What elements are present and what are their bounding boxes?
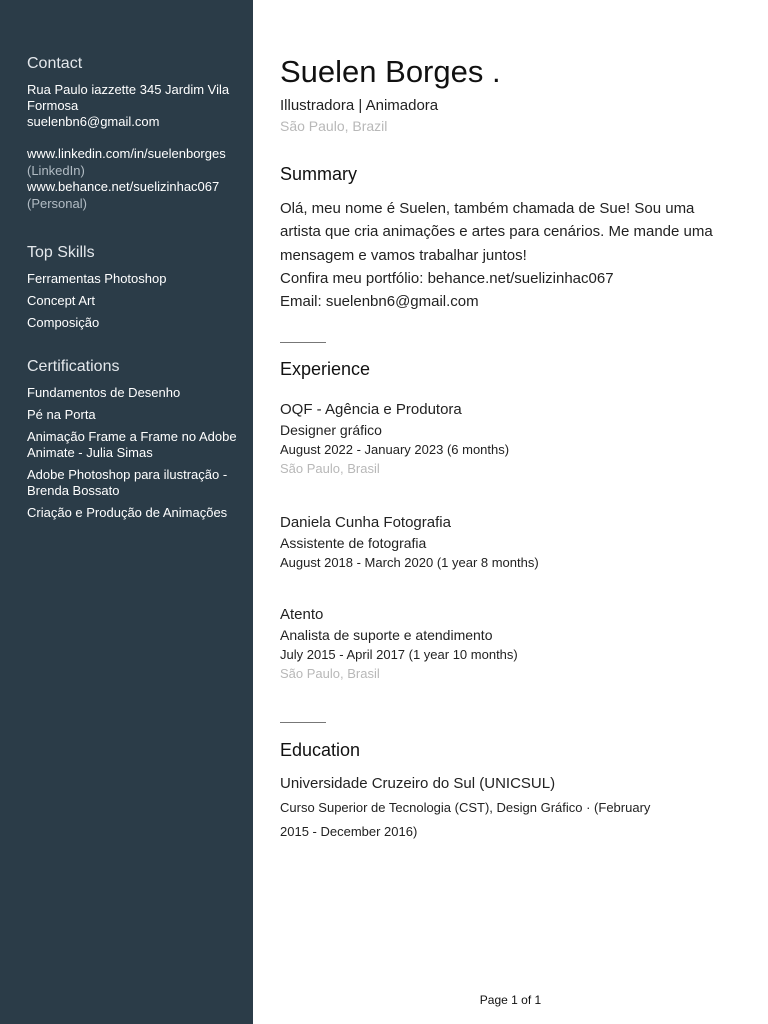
certification-line: Animação Frame a Frame no Adobe	[27, 429, 237, 444]
job-role: Assistente de fotografia	[280, 535, 427, 551]
certifications-heading: Certifications	[27, 358, 120, 375]
certification-item	[27, 429, 242, 461]
top-skills-heading: Top Skills	[27, 244, 95, 261]
summary-text	[280, 197, 730, 313]
linkedin-link[interactable]: www.linkedin.com/in/suelenborges	[27, 146, 226, 161]
job-dates: August 2018 - March 2020 (1 year 8 months)	[280, 555, 539, 570]
certification-line: Pé na Porta	[27, 407, 96, 422]
section-divider	[280, 722, 326, 723]
summary-line: artista que cria animações e artes para cenários. Me mande uma	[280, 223, 713, 241]
skill-item: Concept Art	[27, 293, 95, 308]
degree-line: 2015 - December 2016)	[280, 824, 418, 839]
address-line-1: Rua Paulo iazzette 345 Jardim Vila	[27, 82, 230, 97]
job-company: Daniela Cunha Fotografia	[280, 514, 451, 531]
section-divider	[280, 342, 326, 343]
certification-item	[27, 505, 242, 521]
job-location: São Paulo, Brasil	[280, 666, 380, 681]
degree-text	[280, 796, 720, 844]
job-dates: July 2015 - April 2017 (1 year 10 months)	[280, 647, 518, 662]
behance-label: (Personal)	[27, 196, 87, 211]
email-link[interactable]: suelenbn6@gmail.com	[27, 114, 160, 129]
certification-line: Brenda Bossato	[27, 483, 120, 498]
certification-line: Adobe Photoshop para ilustração -	[27, 467, 228, 482]
behance-link[interactable]: www.behance.net/suelizinhac067	[27, 179, 220, 194]
certification-item	[27, 385, 242, 401]
experience-title: Experience	[280, 359, 371, 379]
contact-section	[27, 55, 242, 212]
certification-line: Animate - Julia Simas	[27, 445, 153, 460]
job-role: Designer gráfico	[280, 422, 382, 438]
degree-line: Curso Superior de Tecnologia (CST), Design Gráfico · (February	[280, 800, 651, 815]
job-entry	[280, 606, 740, 682]
headline: Illustradora | Animadora	[280, 97, 439, 114]
certifications-section	[27, 358, 242, 527]
page-number: Page 1 of 1	[479, 993, 542, 1007]
person-name: Suelen Borges .	[280, 54, 501, 89]
summary-line: Olá, meu nome é Suelen, também chamada de Sue! Sou uma	[280, 200, 695, 217]
job-role: Analista de suporte e atendimento	[280, 627, 493, 643]
summary-line: mensagem e vamos trabalhar juntos!	[280, 246, 527, 264]
certification-line: Criação e Produção de Animações	[27, 505, 228, 520]
school-name: Universidade Cruzeiro do Sul (UNICSUL)	[280, 775, 556, 792]
job-company: Atento	[280, 606, 324, 623]
summary-title: Summary	[280, 164, 358, 184]
skill-item: Composição	[27, 315, 100, 330]
education-title: Education	[280, 740, 361, 760]
linkedin-label: (LinkedIn)	[27, 163, 85, 178]
contact-heading: Contact	[27, 55, 83, 72]
top-skills-section	[27, 244, 242, 337]
job-company: OQF - Agência e Produtora	[280, 401, 462, 418]
job-location: São Paulo, Brasil	[280, 461, 380, 476]
certification-item	[27, 467, 242, 499]
skill-item: Ferramentas Photoshop	[27, 271, 167, 286]
address-line-2: Formosa	[27, 98, 79, 113]
sidebar	[0, 0, 253, 1024]
job-entry	[280, 514, 740, 571]
job-entry	[280, 401, 740, 477]
summary-line: Email: suelenbn6@gmail.com	[280, 293, 479, 311]
certification-line: Fundamentos de Desenho	[27, 385, 181, 400]
certification-item	[27, 407, 242, 423]
job-dates: August 2022 - January 2023 (6 months)	[280, 442, 510, 457]
person-location: São Paulo, Brazil	[280, 118, 388, 134]
summary-line: Confira meu portfólio: behance.net/suelizinhac067	[280, 269, 614, 287]
